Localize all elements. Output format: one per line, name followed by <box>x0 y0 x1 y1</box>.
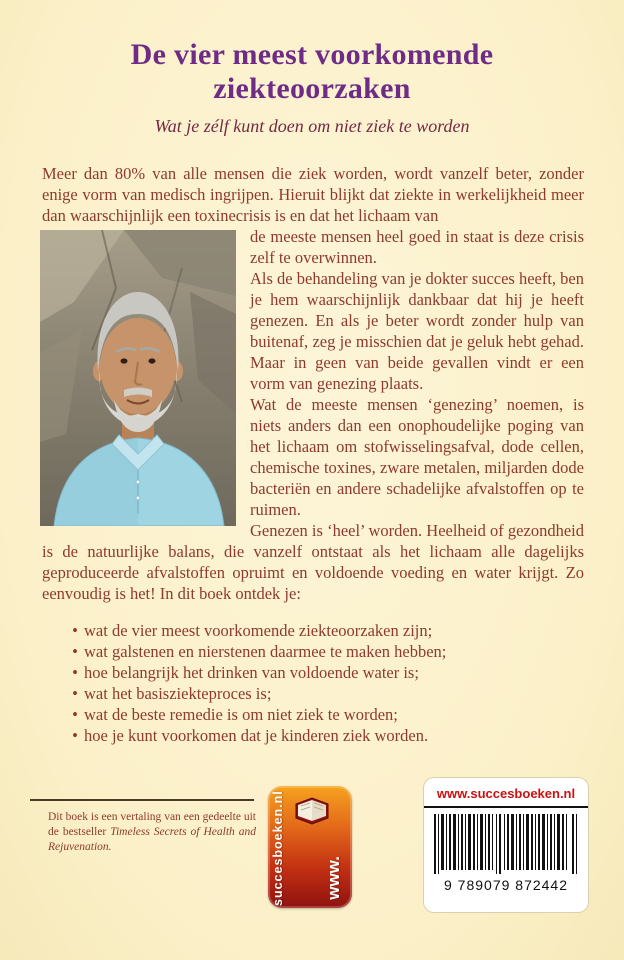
publisher-logo <box>268 786 352 908</box>
footnote-divider <box>30 799 254 801</box>
barcode-panel <box>424 778 588 912</box>
paragraph-intro: Meer dan 80% van alle mensen die ziek worden, wordt vanzelf beter, zonder enige vorm van medisch ingrijpen. Hieruit blijkt dat ziekte in werkelijkheid meer dan waarschijnlijk een toxinecrisis is en dat het lichaam van <box>42 164 584 225</box>
list-item <box>66 641 584 662</box>
book-title-line2: ziekteoorzaken <box>213 72 411 105</box>
bullet-marker: • <box>72 684 78 703</box>
list-item-text: wat galstenen en nierstenen daarmee te maken hebben; <box>84 642 447 661</box>
isbn-number: 9 789079 872442 <box>444 877 568 893</box>
list-item <box>66 725 584 746</box>
bullet-marker: • <box>72 642 78 661</box>
list-item <box>66 683 584 704</box>
list-item-text: hoe je kunt voorkomen dat je kinderen ziek worden. <box>84 726 429 745</box>
list-item <box>66 662 584 683</box>
book-subtitle: Wat je zélf kunt doen om niet ziek te worden <box>154 116 470 136</box>
original-book-title: Timeless Secrets of Health and Rejuvenation. <box>48 826 256 853</box>
topics-list <box>66 620 584 746</box>
book-title <box>0 38 624 106</box>
book-icon <box>292 794 332 828</box>
translation-note <box>48 810 256 855</box>
book-title-line1: De vier meest voorkomende <box>130 38 494 71</box>
list-item-text: wat de beste remedie is om niet ziek te worden; <box>84 705 398 724</box>
paragraph-intro-cont: de meeste mensen heel goed in staat is deze crisis zelf te overwinnen. <box>250 227 584 267</box>
publisher-logo-domain: succesboeken.nl <box>271 790 285 906</box>
author-photo <box>40 230 236 526</box>
author-photo-illustration <box>40 230 236 526</box>
publisher-url: www.succesboeken.nl <box>436 786 576 801</box>
paragraph-wholeness: Genezen is ‘heel’ worden. Heelheid of gezondheid is de natuurlijke balans, die vanzelf ontstaat als het lichaam alle dagelijks geproduceerde afvalstoffen opruimt en voldoende voeding en water krijgt. Zo eenvoudig is het! In dit boek ontdek je: <box>42 521 584 603</box>
list-item <box>66 620 584 641</box>
barcode <box>432 814 580 874</box>
bullet-marker: • <box>72 705 78 724</box>
bullet-marker: • <box>72 726 78 745</box>
list-item-text: wat het basisziekteproces is; <box>84 684 272 703</box>
publisher-logo-www: www. <box>324 856 343 900</box>
paragraph-treatment: Als de behandeling van je dokter succes heeft, ben je hem waarschijnlijk dankbaar dat hij je heeft genezen. En als je beter wordt zonder hulp van buitenaf, zeg je misschien dat je geluk hebt gehad. Maar in geen van beide gevallen vindt er een vorm van genezing plaats. <box>250 269 585 393</box>
list-item-text: hoe belangrijk het drinken van voldoende water is; <box>84 663 419 682</box>
barcode-divider <box>424 806 588 808</box>
paragraph-healing: Wat de meeste mensen ‘genezing’ noemen, is niets anders dan een onophoudelijke poging van het lichaam om stofwisselingsafval, dode cellen, chemische toxines, zware metalen, miljarden dode bacteriën en andere schadelijke afvalstoffen op te ruimen. <box>250 395 584 519</box>
bullet-marker: • <box>72 621 78 640</box>
translation-note-text: Dit boek is een vertaling van een gedeelte uit de bestseller <box>48 811 256 838</box>
bullet-marker: • <box>72 663 78 682</box>
list-item <box>66 704 584 725</box>
list-item-text: wat de vier meest voorkomende ziekteoorzaken zijn; <box>84 621 433 640</box>
cover-body-text <box>0 137 624 746</box>
cover-header <box>0 0 624 137</box>
